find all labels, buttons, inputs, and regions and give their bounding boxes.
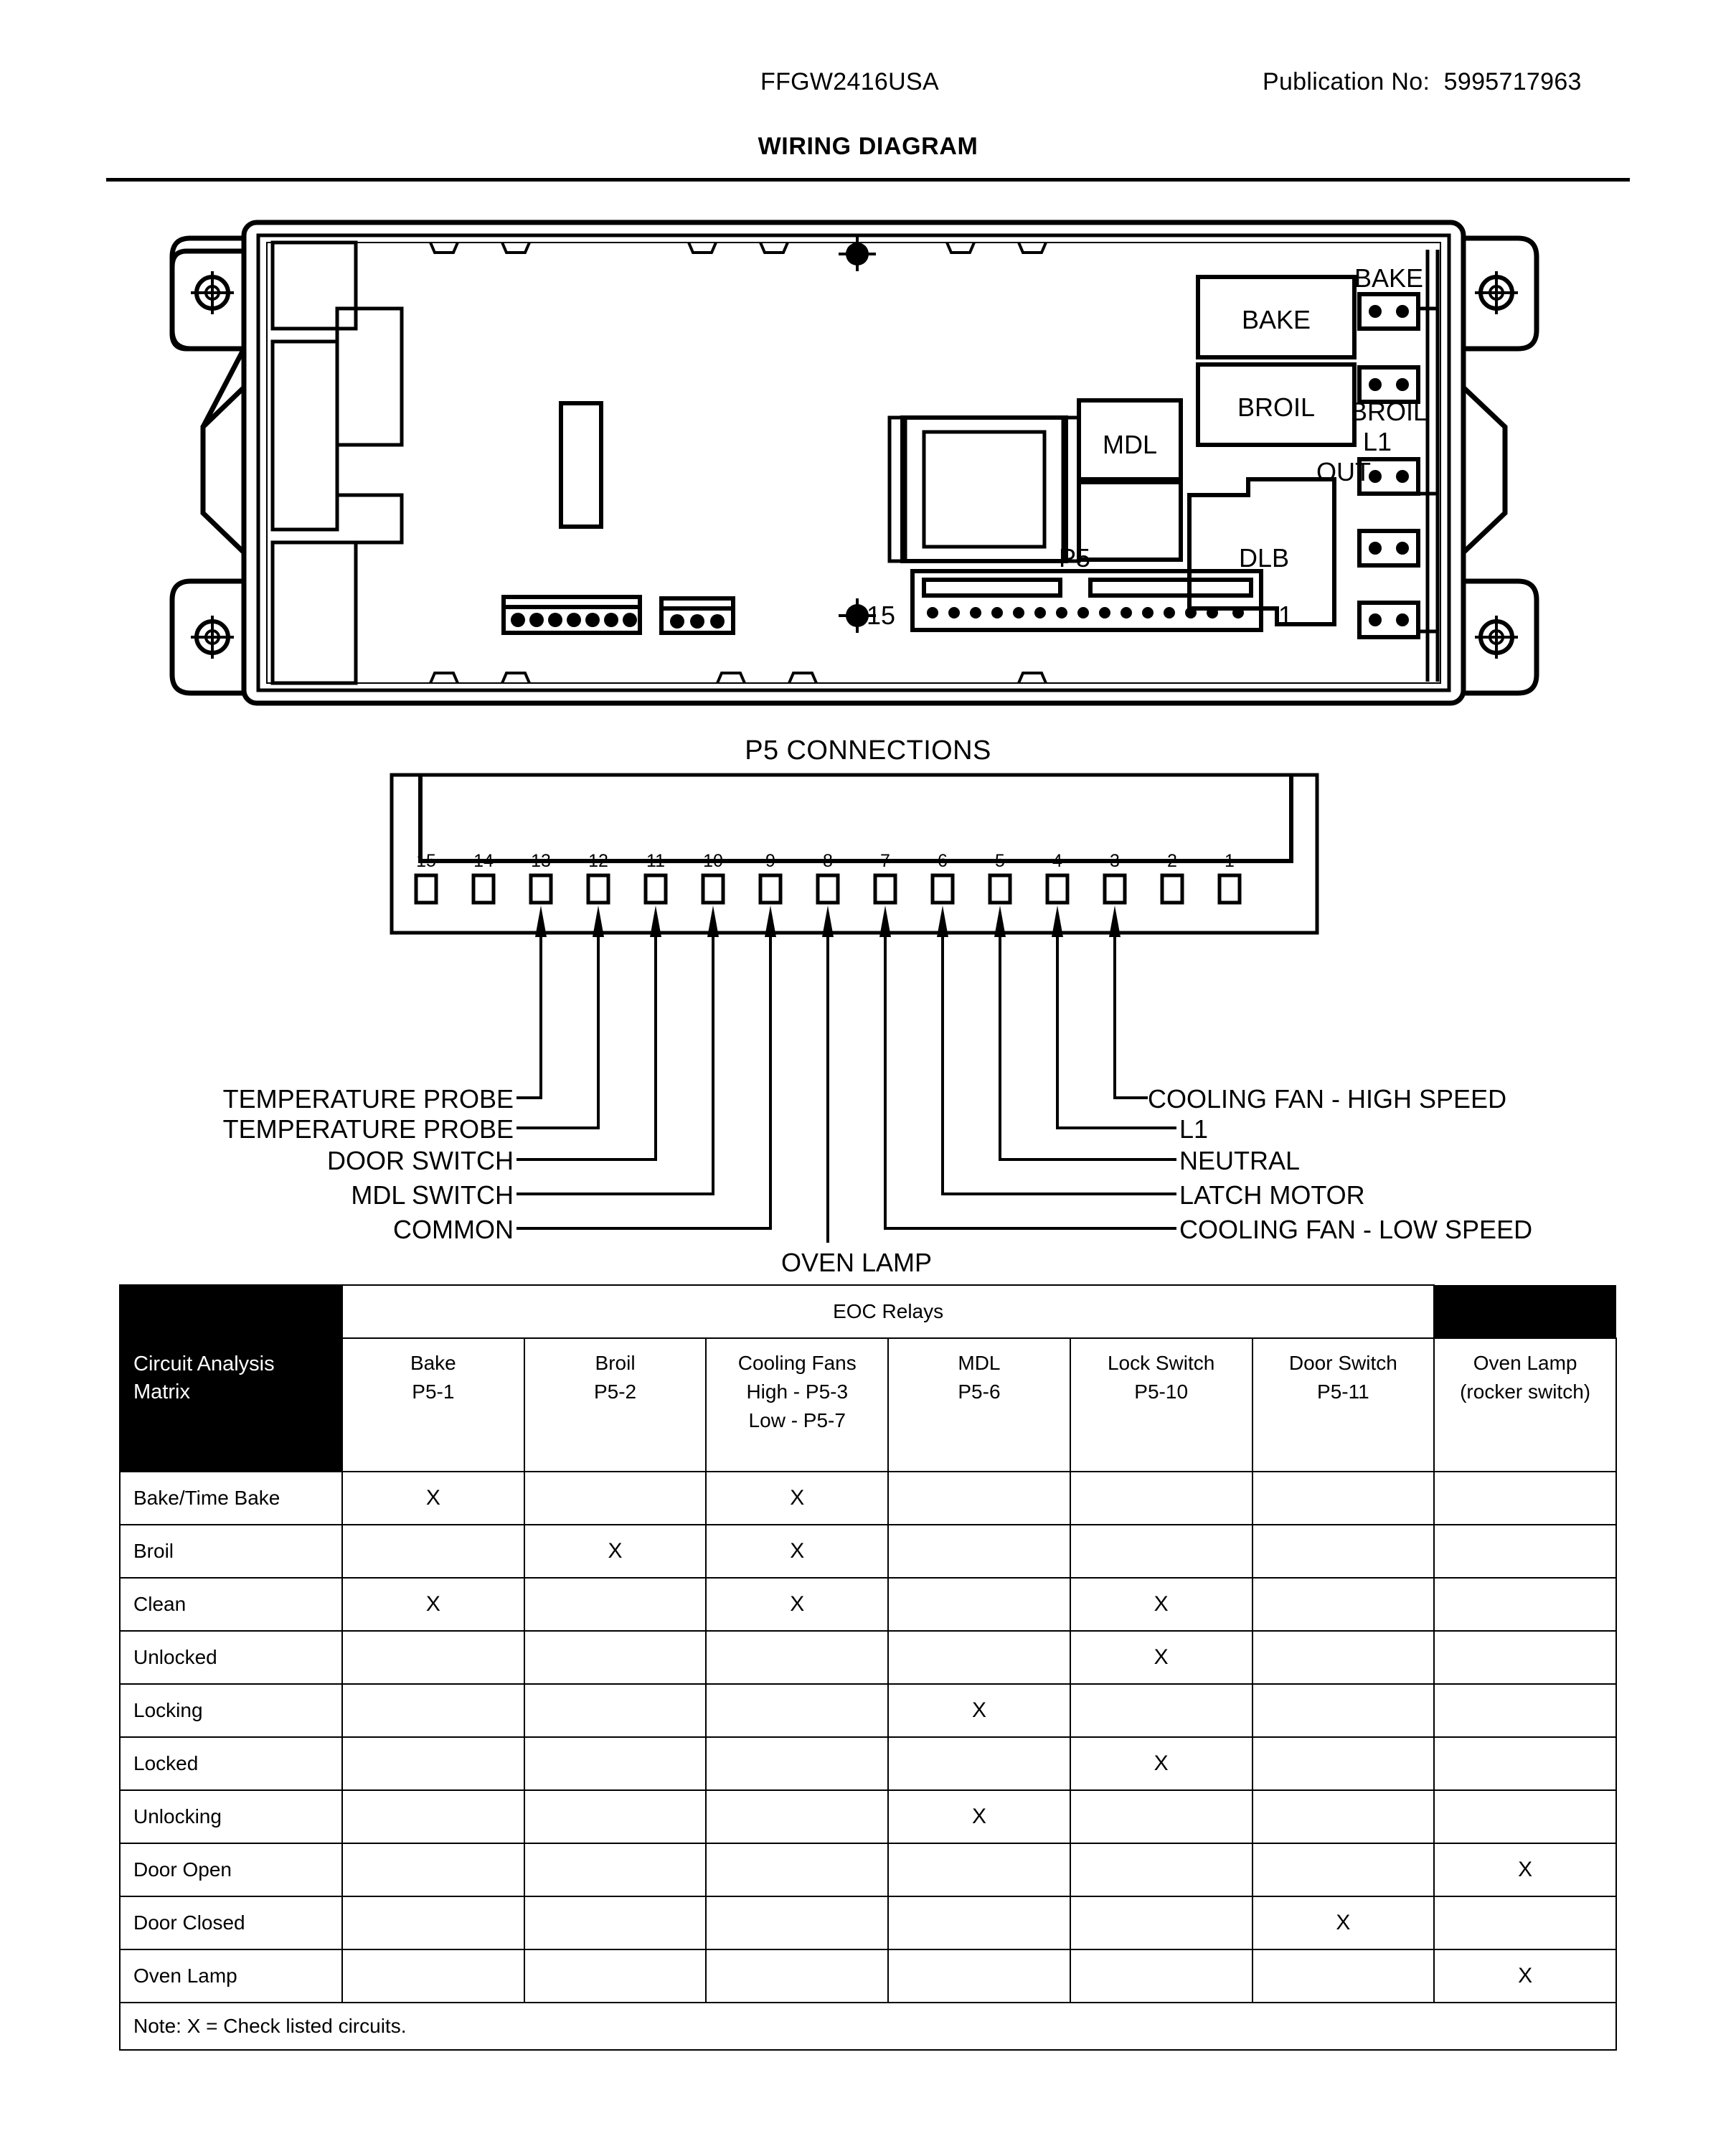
matrix-cell xyxy=(888,1843,1070,1896)
table-row xyxy=(120,1949,1616,2003)
matrix-cell xyxy=(1070,1472,1253,1525)
matrix-group-header-row xyxy=(120,1285,1616,1338)
col-name: Cooling Fans xyxy=(737,1352,857,1374)
table-row xyxy=(120,1896,1616,1949)
matrix-cell xyxy=(342,1525,524,1578)
col-name: Oven Lamp xyxy=(1473,1352,1577,1374)
matrix-cell xyxy=(1253,1631,1435,1684)
matrix-cell: X xyxy=(1070,1631,1253,1684)
matrix-cell xyxy=(524,1790,707,1843)
p5-callout-latch-motor: LATCH MOTOR xyxy=(1179,1180,1365,1210)
matrix-note: Note: X = Check listed circuits. xyxy=(120,2003,1616,2050)
table-row xyxy=(120,1525,1616,1578)
matrix-column-header-row xyxy=(120,1338,1616,1472)
p5-callout-temperature-probe-2: TEMPERATURE PROBE xyxy=(222,1114,514,1144)
matrix-cell xyxy=(1253,1472,1435,1525)
matrix-title-line1: Circuit Analysis xyxy=(133,1352,275,1375)
col-name: Door Switch xyxy=(1288,1352,1397,1374)
p5-pin-number: 2 xyxy=(1167,851,1177,871)
p5-pin-number: 15 xyxy=(416,851,436,871)
table-row xyxy=(120,1790,1616,1843)
matrix-cell xyxy=(1434,1790,1616,1843)
table-row xyxy=(120,1684,1616,1737)
matrix-cell: X xyxy=(1070,1737,1253,1790)
matrix-cell xyxy=(706,1684,888,1737)
matrix-cell xyxy=(706,1949,888,2003)
matrix-row-label: Bake/Time Bake xyxy=(120,1472,342,1525)
matrix-cell xyxy=(1253,1949,1435,2003)
matrix-cell xyxy=(888,1631,1070,1684)
col-pin-extra: Low - P5-7 xyxy=(748,1408,846,1431)
table-row xyxy=(120,1737,1616,1790)
table-row xyxy=(120,1578,1616,1631)
matrix-corner-title xyxy=(120,1285,342,1472)
matrix-footer xyxy=(120,2003,1616,2050)
matrix-cell xyxy=(888,1578,1070,1631)
matrix-group-header-eoc-relays: EOC Relays xyxy=(342,1285,1434,1338)
col-pin: P5-11 xyxy=(1317,1380,1369,1403)
matrix-cell: X xyxy=(1253,1896,1435,1949)
out-terminal-label: OUT xyxy=(1316,457,1371,486)
col-pin: P5-2 xyxy=(593,1380,637,1403)
matrix-cell xyxy=(706,1896,888,1949)
matrix-cell xyxy=(1434,1684,1616,1737)
matrix-cell xyxy=(1070,1896,1253,1949)
matrix-cell xyxy=(1253,1525,1435,1578)
matrix-cell: X xyxy=(888,1684,1070,1737)
matrix-cell xyxy=(1253,1843,1435,1896)
p5-callout-labels xyxy=(0,761,1736,1277)
matrix-row-label: Locking xyxy=(120,1684,342,1737)
matrix-note-row xyxy=(120,2003,1616,2050)
p5-pin-number: 11 xyxy=(646,851,665,871)
p5-pin-number: 6 xyxy=(938,851,948,871)
mdl-relay-label: MDL xyxy=(1102,430,1158,459)
matrix-cell: X xyxy=(706,1578,888,1631)
broil-relay-label: BROIL xyxy=(1237,392,1316,422)
matrix-row-label: Door Open xyxy=(120,1843,342,1896)
matrix-cell xyxy=(342,1949,524,2003)
matrix-cell: X xyxy=(1434,1843,1616,1896)
p5-pin-number: 1 xyxy=(1225,851,1235,871)
col-name: Bake xyxy=(410,1352,456,1374)
matrix-col-broil xyxy=(524,1338,707,1472)
matrix-cell xyxy=(706,1631,888,1684)
matrix-body xyxy=(120,1472,1616,2003)
matrix-cell xyxy=(706,1737,888,1790)
matrix-cell xyxy=(342,1790,524,1843)
matrix-cell xyxy=(1434,1737,1616,1790)
p5-pin-number: 5 xyxy=(995,851,1005,871)
matrix-cell xyxy=(524,1684,707,1737)
matrix-cell xyxy=(524,1843,707,1896)
col-pin: P5-10 xyxy=(1134,1380,1189,1403)
matrix-cell xyxy=(342,1737,524,1790)
matrix-cell xyxy=(342,1896,524,1949)
col-pin: (rocker switch) xyxy=(1460,1380,1591,1403)
col-name: Broil xyxy=(595,1352,636,1374)
matrix-cell xyxy=(706,1843,888,1896)
p5-connector-label: P5 xyxy=(1058,543,1091,573)
matrix-cell xyxy=(888,1472,1070,1525)
header-divider xyxy=(106,178,1630,182)
table-row xyxy=(120,1472,1616,1525)
matrix-cell: X xyxy=(706,1472,888,1525)
matrix-cell xyxy=(1253,1790,1435,1843)
model-number: FFGW2416USA xyxy=(760,68,939,95)
table-row xyxy=(120,1631,1616,1684)
matrix-row-label: Clean xyxy=(120,1578,342,1631)
broil-terminal-label: BROIL xyxy=(1349,397,1428,426)
matrix-cell xyxy=(1070,1843,1253,1896)
matrix-cell xyxy=(524,1896,707,1949)
p5-callout-cooling-fan-low: COOLING FAN - LOW SPEED xyxy=(1179,1215,1533,1244)
matrix-cell: X xyxy=(342,1472,524,1525)
matrix-row-label: Locked xyxy=(120,1737,342,1790)
matrix-cell xyxy=(1253,1737,1435,1790)
p5-pin-number: 9 xyxy=(765,851,775,871)
matrix-cell xyxy=(1253,1684,1435,1737)
matrix-row-label: Door Closed xyxy=(120,1896,342,1949)
matrix-title-line2: Matrix xyxy=(133,1380,190,1403)
matrix-cell xyxy=(342,1843,524,1896)
matrix-cell xyxy=(888,1949,1070,2003)
p5-callout-neutral: NEUTRAL xyxy=(1179,1146,1301,1175)
bake-relay-label: BAKE xyxy=(1241,305,1311,334)
p5-callout-mdl-switch: MDL SWITCH xyxy=(351,1180,514,1210)
matrix-cell xyxy=(888,1737,1070,1790)
p5-pin15-label: 15 xyxy=(866,601,895,630)
bake-terminal-label: BAKE xyxy=(1354,263,1424,293)
matrix-cell xyxy=(1434,1472,1616,1525)
matrix-cell xyxy=(1070,1790,1253,1843)
matrix-cell xyxy=(524,1631,707,1684)
matrix-cell xyxy=(524,1472,707,1525)
matrix-cell: X xyxy=(706,1525,888,1578)
matrix-cell xyxy=(1434,1578,1616,1631)
l1-terminal-label: L1 xyxy=(1362,427,1392,456)
p5-pin-number: 7 xyxy=(880,851,890,871)
matrix-cell: X xyxy=(342,1578,524,1631)
matrix-cell: X xyxy=(524,1525,707,1578)
matrix-cell xyxy=(1070,1684,1253,1737)
matrix-cell xyxy=(1434,1631,1616,1684)
col-pin: P5-6 xyxy=(958,1380,1001,1403)
publication-number: Publication No: 5995717963 xyxy=(1263,68,1582,95)
p5-callout-cooling-fan-high: COOLING FAN - HIGH SPEED xyxy=(1148,1084,1507,1114)
p5-connections-title: P5 CONNECTIONS xyxy=(745,735,991,766)
matrix-col-lock-switch xyxy=(1070,1338,1253,1472)
matrix-col-mdl xyxy=(888,1338,1070,1472)
dlb-relay-label: DLB xyxy=(1238,543,1290,573)
matrix-cell xyxy=(888,1525,1070,1578)
matrix-cell: X xyxy=(1070,1578,1253,1631)
matrix-row-label: Broil xyxy=(120,1525,342,1578)
matrix-cell xyxy=(888,1896,1070,1949)
matrix-cell xyxy=(524,1737,707,1790)
matrix-cell xyxy=(342,1684,524,1737)
p5-callout-l1: L1 xyxy=(1179,1114,1209,1144)
matrix-cell xyxy=(1253,1578,1435,1631)
col-pin: High - P5-3 xyxy=(746,1380,849,1403)
matrix-col-door-switch xyxy=(1253,1338,1435,1472)
matrix-cell xyxy=(1434,1525,1616,1578)
control-board-diagram xyxy=(0,208,1736,718)
p5-pin-number: 12 xyxy=(588,851,608,871)
matrix-header-filler xyxy=(1434,1285,1616,1338)
matrix-row-label: Unlocked xyxy=(120,1631,342,1684)
p5-pin-number: 14 xyxy=(473,851,494,871)
col-pin: P5-1 xyxy=(412,1380,455,1403)
table-row xyxy=(120,1843,1616,1896)
matrix-cell xyxy=(706,1790,888,1843)
matrix-col-bake xyxy=(342,1338,524,1472)
col-name: MDL xyxy=(958,1352,1001,1374)
p5-pin-number: 10 xyxy=(703,851,723,871)
matrix-col-cooling-fans xyxy=(706,1338,888,1472)
p5-callout-temperature-probe-1: TEMPERATURE PROBE xyxy=(222,1084,514,1114)
circuit-analysis-matrix xyxy=(119,1284,1617,2051)
p5-callout-oven-lamp: OVEN LAMP xyxy=(780,1248,933,1277)
p5-pin-number: 4 xyxy=(1052,851,1062,871)
p5-pin-number: 13 xyxy=(531,851,551,871)
matrix-row-label: Oven Lamp xyxy=(120,1949,342,2003)
matrix-cell xyxy=(524,1949,707,2003)
p5-pin-number: 8 xyxy=(823,851,833,871)
p5-callout-door-switch: DOOR SWITCH xyxy=(327,1146,514,1175)
matrix-cell xyxy=(1434,1896,1616,1949)
matrix-cell xyxy=(1070,1525,1253,1578)
matrix-cell: X xyxy=(1434,1949,1616,2003)
matrix-cell xyxy=(524,1578,707,1631)
col-name: Lock Switch xyxy=(1107,1352,1215,1374)
p5-callout-common: COMMON xyxy=(393,1215,514,1244)
matrix-header xyxy=(120,1285,1616,1472)
matrix-cell xyxy=(1070,1949,1253,2003)
page-title: WIRING DIAGRAM xyxy=(758,133,978,160)
p5-pin-number: 3 xyxy=(1110,851,1120,871)
p5-pin1-label: 1 xyxy=(1278,601,1293,630)
matrix-col-oven-lamp xyxy=(1434,1338,1616,1472)
matrix-cell xyxy=(342,1631,524,1684)
matrix-cell: X xyxy=(888,1790,1070,1843)
matrix-row-label: Unlocking xyxy=(120,1790,342,1843)
